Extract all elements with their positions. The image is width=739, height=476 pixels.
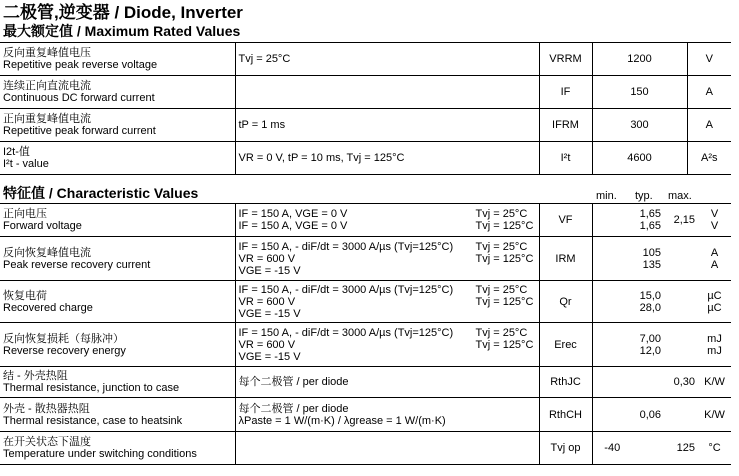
max-rated-heading: 最大额定值 / Maximum Rated Values — [3, 23, 241, 39]
unit — [698, 432, 731, 465]
param-en: Recovered charge — [3, 301, 93, 314]
condition-line — [239, 208, 536, 220]
min-value — [592, 237, 632, 281]
max-value — [664, 432, 698, 465]
typ-value — [632, 398, 664, 432]
value: 1200 — [592, 43, 687, 76]
condition — [235, 432, 539, 465]
unit — [698, 398, 731, 432]
condition-text: IF = 150 A, - diF/dt = 3000 A/µs (Tvj=125°C) — [238, 283, 454, 296]
condition-line — [239, 296, 536, 308]
typ-line: 15,0 — [639, 289, 661, 302]
condition: VR = 0 V, tP = 10 ms, Tvj = 125°C — [235, 142, 539, 175]
condition-text: VR = 600 V — [238, 252, 296, 265]
param-en: Thermal resistance, case to heatsink — [3, 414, 183, 427]
char-row — [0, 281, 731, 323]
value: 150 — [592, 76, 687, 109]
temperature-text: Tvj = 125°C — [475, 295, 534, 308]
param-en: Thermal resistance, junction to case — [3, 382, 180, 394]
condition-text: 每个二极管 / per diode — [238, 402, 349, 415]
condition-text: λPaste = 1 W/(m·K) / λgrease = 1 W/(m·K) — [238, 414, 446, 427]
unit-line: µC — [707, 289, 722, 302]
condition-text: 每个二极管 / per diode — [238, 376, 349, 388]
condition-line — [239, 415, 536, 427]
max-row — [0, 76, 731, 109]
col-min-header: min. — [596, 190, 617, 202]
condition-text: VGE = -15 V — [238, 264, 301, 277]
condition: Tvj = 25°C — [235, 43, 539, 76]
param-en: Reverse recovery energy — [3, 344, 126, 357]
typ-line: 28,0 — [639, 301, 661, 314]
condition-line — [239, 253, 536, 265]
param-en: Repetitive peak reverse voltage — [3, 59, 158, 71]
param-en: Temperature under switching conditions — [3, 448, 197, 460]
param-cn: 正向重复峰值电流 — [3, 113, 91, 125]
param-name — [0, 237, 235, 281]
min-value — [592, 323, 632, 367]
symbol: IFRM — [539, 109, 592, 142]
param-cn: I2t-值 — [3, 146, 30, 158]
param-name — [0, 281, 235, 323]
param-cn: 外壳 - 散热器热阻 — [3, 402, 90, 415]
max-value — [664, 398, 698, 432]
condition — [235, 281, 539, 323]
col-typ-header: typ. — [635, 190, 653, 202]
char-row — [0, 398, 731, 432]
condition-text: VGE = -15 V — [238, 350, 301, 363]
param-name — [0, 76, 235, 109]
unit: A — [687, 109, 731, 142]
max-line: 125 — [676, 442, 695, 454]
typ-line: 7,00 — [639, 332, 661, 345]
param-name — [0, 43, 235, 76]
temperature-text — [476, 265, 536, 277]
max-line: 0,30 — [673, 376, 695, 388]
param-cn: 反向恢复损耗（每脉冲） — [3, 332, 124, 345]
param-name — [0, 398, 235, 432]
param-cn: 反向重复峰值电压 — [3, 47, 91, 59]
symbol: RthCH — [539, 398, 592, 432]
min-value — [592, 398, 632, 432]
unit-line: K/W — [704, 408, 725, 421]
unit-line: A — [710, 246, 719, 259]
char-row — [0, 432, 731, 465]
characteristic-table — [0, 203, 731, 465]
char-row — [0, 367, 731, 398]
condition-text: IF = 150 A, - diF/dt = 3000 A/µs (Tvj=125°C) — [238, 326, 454, 339]
min-value: -40 — [592, 432, 632, 465]
max-line: 2,15 — [673, 214, 695, 226]
max-row — [0, 43, 731, 76]
condition: tP = 1 ms — [235, 109, 539, 142]
typ-line: 1,65 — [639, 220, 661, 232]
page-title: 二极管,逆变器 / Diode, Inverter — [3, 3, 243, 22]
condition — [235, 204, 539, 237]
temperature-text: Tvj = 125°C — [475, 220, 534, 232]
temperature-text — [476, 376, 536, 388]
col-max-header: max. — [668, 190, 692, 202]
unit-line: mJ — [707, 344, 722, 357]
unit-line: °C — [708, 442, 721, 454]
temperature-text: Tvj = 25°C — [475, 208, 528, 220]
condition — [235, 237, 539, 281]
condition-text: IF = 150 A, VGE = 0 V — [238, 208, 348, 220]
temperature-text — [476, 351, 536, 363]
temperature-text — [476, 308, 536, 320]
param-cn: 在开关状态下温度 — [3, 436, 91, 448]
param-en: Forward voltage — [3, 220, 82, 232]
typ-value — [632, 432, 664, 465]
param-name — [0, 323, 235, 367]
typ-line: 1,65 — [639, 208, 661, 220]
max-value — [664, 323, 698, 367]
characteristic-heading: 特征值 / Characteristic Values — [3, 185, 199, 201]
unit-line: K/W — [704, 376, 725, 388]
char-row — [0, 237, 731, 281]
min-value — [592, 204, 632, 237]
condition-text: IF = 150 A, - diF/dt = 3000 A/µs (Tvj=125°C) — [238, 240, 454, 253]
unit: A²s — [687, 142, 731, 175]
condition-line — [239, 327, 536, 339]
param-name — [0, 367, 235, 398]
typ-line: 0,06 — [639, 408, 661, 421]
condition-text: VGE = -15 V — [238, 307, 301, 320]
symbol: Qr — [539, 281, 592, 323]
condition — [235, 76, 539, 109]
param-name — [0, 204, 235, 237]
max-rated-table — [0, 42, 731, 175]
char-row — [0, 204, 731, 237]
max-row — [0, 109, 731, 142]
temperature-text: Tvj = 125°C — [475, 338, 534, 351]
param-cn: 结 - 外壳热阻 — [3, 370, 68, 382]
min-value — [592, 367, 632, 398]
symbol: VRRM — [539, 43, 592, 76]
param-en: I²t - value — [3, 158, 49, 170]
min-value — [592, 281, 632, 323]
param-name — [0, 109, 235, 142]
condition-text: VR = 600 V — [238, 338, 296, 351]
unit-line: V — [710, 208, 719, 220]
param-cn: 正向电压 — [3, 208, 47, 220]
param-en: Repetitive peak forward current — [3, 125, 156, 137]
value: 4600 — [592, 142, 687, 175]
condition-line — [239, 351, 536, 363]
unit: V — [687, 43, 731, 76]
typ-value — [632, 367, 664, 398]
temperature-text: Tvj = 25°C — [475, 240, 528, 253]
condition — [235, 398, 539, 432]
temperature-text: Tvj = 25°C — [475, 283, 528, 296]
symbol: Tvj op — [539, 432, 592, 465]
symbol: I²t — [539, 142, 592, 175]
param-name — [0, 432, 235, 465]
param-name — [0, 142, 235, 175]
unit — [698, 323, 731, 367]
max-row — [0, 142, 731, 175]
condition-line — [239, 308, 536, 320]
symbol: IF — [539, 76, 592, 109]
typ-line: 135 — [642, 258, 661, 271]
symbol: Erec — [539, 323, 592, 367]
condition-text: IF = 150 A, VGE = 0 V — [238, 220, 348, 232]
condition-line — [239, 376, 536, 388]
param-en: Peak reverse recovery current — [3, 258, 151, 271]
typ-value — [632, 323, 664, 367]
symbol: VF — [539, 204, 592, 237]
typ-line: 12,0 — [639, 344, 661, 357]
unit-line: mJ — [707, 332, 722, 345]
unit — [698, 281, 731, 323]
symbol: IRM — [539, 237, 592, 281]
value: 300 — [592, 109, 687, 142]
condition-line — [239, 265, 536, 277]
max-value — [664, 237, 698, 281]
param-cn: 恢复电荷 — [3, 289, 47, 302]
unit-line: µC — [707, 301, 722, 314]
unit: A — [687, 76, 731, 109]
param-cn: 反向恢复峰值电流 — [3, 246, 91, 259]
condition-text: VR = 600 V — [238, 295, 296, 308]
max-value — [664, 204, 698, 237]
condition-line — [239, 403, 536, 415]
unit-line: V — [710, 220, 719, 232]
typ-value — [632, 281, 664, 323]
unit-line: A — [710, 258, 719, 271]
condition-line — [239, 220, 536, 232]
condition-line — [239, 241, 536, 253]
condition — [235, 323, 539, 367]
typ-value — [632, 204, 664, 237]
param-cn: 连续正向直流电流 — [3, 80, 91, 92]
typ-line: 105 — [642, 246, 661, 259]
temperature-text — [476, 403, 536, 415]
unit — [698, 204, 731, 237]
temperature-text: Tvj = 25°C — [475, 326, 528, 339]
param-en: Continuous DC forward current — [3, 92, 155, 104]
condition-line — [239, 339, 536, 351]
char-row — [0, 323, 731, 367]
condition — [235, 367, 539, 398]
temperature-text — [476, 415, 536, 427]
condition-line — [239, 284, 536, 296]
max-value — [664, 281, 698, 323]
temperature-text: Tvj = 125°C — [475, 252, 534, 265]
max-value — [664, 367, 698, 398]
unit — [698, 237, 731, 281]
typ-value — [632, 237, 664, 281]
symbol: RthJC — [539, 367, 592, 398]
unit — [698, 367, 731, 398]
